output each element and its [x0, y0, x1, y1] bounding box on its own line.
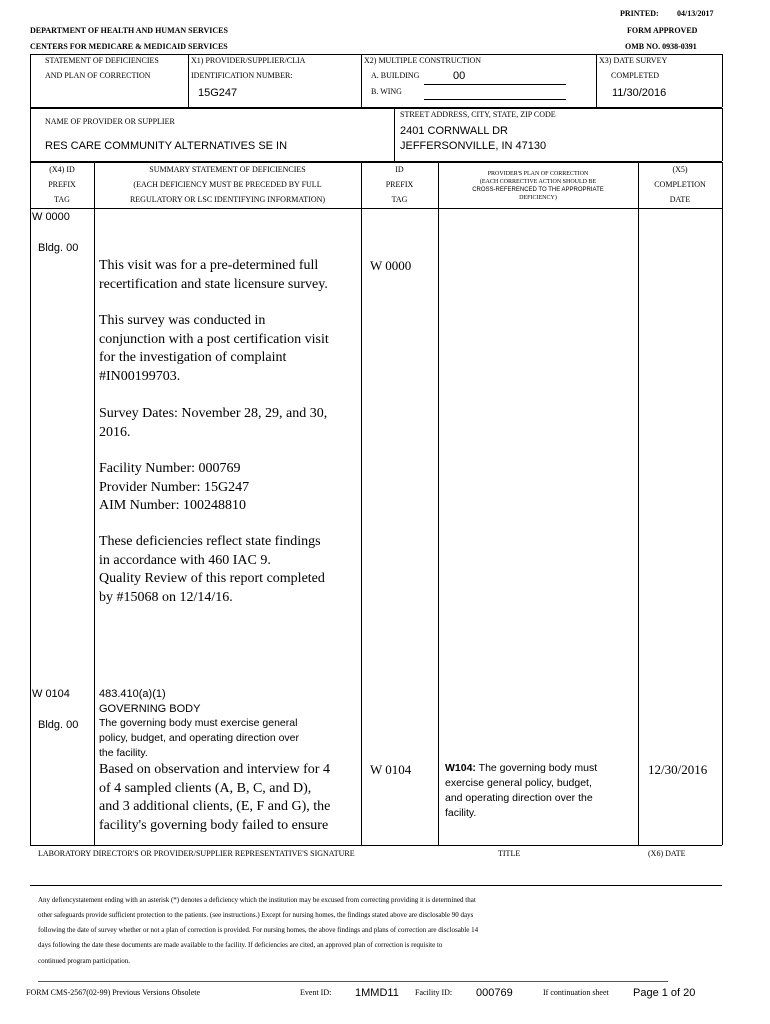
rule	[30, 845, 722, 846]
rule	[30, 208, 722, 209]
signature-label: LABORATORY DIRECTOR'S OR PROVIDER/SUPPLIER REPRESENTATIVE'S SIGNATURE	[38, 849, 355, 858]
entry2-plan-tag: W104:	[445, 762, 476, 774]
rule	[722, 162, 723, 845]
plan-header-3: CROSS-REFERENCED TO THE APPROPRIATE	[472, 187, 604, 193]
provider-name-value: RES CARE COMMUNITY ALTERNATIVES SE IN	[45, 140, 288, 152]
continuation-label: If continuation sheet	[543, 988, 609, 997]
printed-date: 04/13/2017	[677, 9, 714, 18]
building-value: 00	[453, 70, 466, 82]
omb-number: OMB NO. 0938-0391	[625, 42, 697, 51]
rule	[30, 54, 722, 55]
rule	[188, 54, 189, 107]
department-title: DEPARTMENT OF HEALTH AND HUMAN SERVICES	[30, 26, 228, 35]
page-number: Page 1 of 20	[633, 987, 696, 999]
x5-header-2: COMPLETION	[654, 180, 706, 189]
printed-label: PRINTED:	[620, 9, 659, 18]
x5-header: (X5)	[672, 165, 688, 174]
entry2-heading: GOVERNING BODY	[99, 703, 201, 715]
statement-label-2: AND PLAN OF CORRECTION	[45, 71, 151, 80]
x4-header-2: PREFIX	[48, 180, 76, 189]
building-label: A. BUILDING	[371, 71, 420, 80]
rule	[30, 108, 31, 161]
entry1-paragraph-1: This visit was for a pre-determined full recertification and state licensure survey.	[99, 258, 328, 292]
rule	[438, 162, 439, 845]
summary-header-3: REGULATORY OR LSC IDENTIFYING INFORMATION)	[129, 195, 326, 204]
rule	[638, 162, 639, 845]
form-number: FORM CMS-2567(02-99) Previous Versions Obsolete	[26, 988, 201, 997]
x2-label: X2) MULTIPLE CONSTRUCTION	[364, 56, 482, 65]
entry1-paragraph-4: Facility Number: 000769 Provider Number: 15G247 AIM Number: 100248810	[99, 461, 250, 513]
x4-header-3: TAG	[54, 195, 70, 204]
entry2-plan-text: The governing body must exercise general policy, budget, and operating direction over the facility.	[445, 762, 598, 819]
facility-id-value: 000769	[476, 987, 513, 999]
address-line-2: JEFFERSONVILLE, IN 47130	[400, 140, 547, 152]
entry1-paragraph-3: Survey Dates: November 28, 29, and 30, 2016.	[99, 406, 328, 440]
address-label: STREET ADDRESS, CITY, STATE, ZIP CODE	[400, 110, 556, 119]
id-header-2: PREFIX	[385, 180, 414, 189]
disclaimer-line-3: following the date of survey whether or not a plan of correction is provided. For nursing homes, the above findings and plans of correction are disclosable 14	[38, 926, 479, 934]
plan-header-2: (EACH CORRECTIVE ACTION SHOULD BE	[479, 179, 597, 185]
rule	[361, 54, 362, 107]
rule	[30, 54, 31, 107]
id-header-3: TAG	[391, 195, 408, 204]
entry1-id-tag: W 0000	[370, 258, 412, 273]
rule	[38, 981, 668, 982]
entry1-paragraph-5: These deficiencies reflect state findings in accordance with 460 IAC 9. Quality Review of this report completed by #15068 on 12/14/16.	[99, 534, 325, 605]
building-underline	[424, 84, 566, 85]
rule	[361, 162, 362, 845]
centers-title: CENTERS FOR MEDICARE & MEDICAID SERVICES	[30, 42, 228, 51]
rule	[30, 162, 31, 845]
title-label: TITLE	[498, 849, 521, 858]
x3-label-2: COMPLETED	[611, 71, 659, 80]
summary-header-2: (EACH DEFICIENCY MUST BE PRECEDED BY FULL	[133, 180, 322, 189]
entry2-regulation: 483.410(a)(1)	[99, 688, 166, 700]
rule	[30, 885, 722, 886]
facility-id-label: Facility ID:	[415, 988, 453, 997]
rule	[94, 162, 95, 845]
entry2-completion-date: 12/30/2016	[648, 762, 708, 777]
event-id-label: Event ID:	[300, 988, 332, 997]
entry2-id-tag: W 0104	[370, 762, 412, 777]
disclaimer-line-5: continued program participation.	[38, 957, 130, 965]
entry1-paragraph-2: This survey was conducted in conjunction with a post certification visit for the investigation of complaint #IN00199703.	[99, 313, 329, 384]
entry2-finding: Based on observation and interview for 4 of 4 sampled clients (A, B, C, and D), and 3 additional clients, (E, F and G), the facility's governing body failed to ensure	[99, 762, 331, 833]
date-label: (X6) DATE	[648, 849, 686, 858]
x1-label-2: IDENTIFICATION NUMBER:	[191, 71, 293, 80]
entry2-description: The governing body must exercise general policy, budget, and operating direction over the facility.	[99, 717, 300, 759]
entry2-bldg: Bldg. 00	[38, 719, 79, 731]
id-header: ID	[395, 165, 404, 174]
provider-id-value: 15G247	[198, 87, 238, 99]
wing-label: B. WING	[371, 87, 402, 96]
rule	[30, 108, 722, 109]
x3-label: X3) DATE SURVEY	[599, 56, 668, 65]
plan-header: PROVIDER'S PLAN OF CORRECTION	[487, 171, 589, 177]
entry1-tag: W 0000	[32, 211, 70, 223]
provider-name-label: NAME OF PROVIDER OR SUPPLIER	[45, 117, 175, 126]
rule	[30, 162, 722, 163]
disclaimer-line-4: days following the date these documents are made available to the facility. If deficiencies are cited, an approved plan of correction is requisite to	[38, 941, 443, 949]
survey-date-value: 11/30/2016	[612, 87, 667, 99]
rule	[722, 54, 723, 107]
entry2-plan	[445, 761, 635, 821]
disclaimer-line-1: Any defiencystatement ending with an asterisk (*) denotes a deficiency which the institution may be excused from correcting providing it is determined that	[38, 896, 476, 904]
event-id-value: 1MMD11	[355, 987, 399, 999]
x4-header: (X4) ID	[49, 165, 75, 174]
disclaimer-line-2: other safeguards provide sufficient protection to the patients. (see instructions.) Except for nursing homes, the findings stated above are disclosable 90 days	[38, 911, 474, 919]
form-approved: FORM APPROVED	[627, 26, 698, 35]
entry1-bldg: Bldg. 00	[38, 242, 79, 254]
rule	[394, 108, 395, 161]
summary-header: SUMMARY STATEMENT OF DEFICIENCIES	[149, 165, 306, 174]
address-line-1: 2401 CORNWALL DR	[400, 125, 508, 137]
entry2-tag: W 0104	[32, 688, 70, 700]
plan-header-4: DEFICIENCY)	[519, 195, 557, 201]
statement-label: STATEMENT OF DEFICIENCIES	[45, 56, 159, 65]
x5-header-3: DATE	[669, 195, 691, 204]
x1-label: X1) PROVIDER/SUPPLIER/CLIA	[191, 56, 306, 65]
wing-underline	[424, 99, 566, 100]
rule	[596, 54, 597, 107]
rule	[722, 108, 723, 161]
